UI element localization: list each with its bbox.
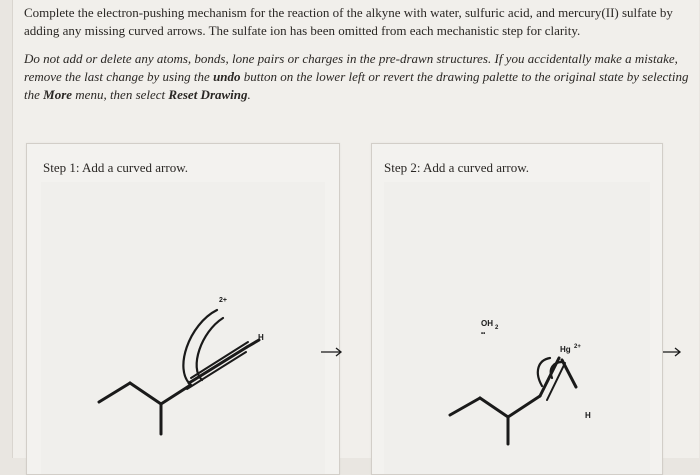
step-1-title: Step 1: Add a curved arrow. [43, 160, 189, 175]
bond[interactable] [99, 383, 130, 402]
mercury-charge-label: 2+ [574, 344, 581, 350]
double-bond[interactable] [547, 363, 565, 400]
note-text-4: . [247, 87, 251, 102]
note-text-2: button on the lower left or revert the drawing palette to the original state by selecting the [24, 69, 689, 102]
note-text-3: menu, then select [72, 87, 169, 102]
question-intro: Complete the electron-pushing mechanism for the reaction of the alkyne with water, sulfuric acid, and mercury(II) sulfate by adding any missing curved arrows. The sulfate ion has been omitted from each mechanistic step for clarity. [24, 5, 673, 38]
step-2-title: Step 2: Add a curved arrow. [384, 160, 530, 175]
bond[interactable] [508, 396, 540, 417]
step-1-drawing-canvas[interactable] [41, 182, 325, 474]
water-lone-pair: •• [481, 331, 486, 337]
water-label: OH [481, 319, 493, 328]
bond[interactable] [562, 360, 576, 387]
bond[interactable] [450, 398, 480, 415]
step-2-drawing-canvas[interactable] [384, 182, 650, 474]
note-text-1: Do not add or delete any atoms, bonds, lone pairs or charges in the pre-drawn structures. If you accidentally make a mistake, remove the last change by using the [24, 51, 678, 84]
mercury-label: Hg [560, 345, 571, 354]
hydrogen-label: H [585, 411, 591, 420]
step-1-panel [26, 143, 340, 475]
bond[interactable] [480, 398, 508, 417]
triple-bond[interactable] [187, 352, 246, 389]
step-1-molecule [41, 182, 325, 474]
hydrogen-label: H [258, 333, 264, 342]
mercury-charge-label: 2+ [219, 297, 227, 304]
note-undo: undo [213, 69, 241, 84]
bond[interactable] [161, 386, 189, 404]
water-subscript: 2 [495, 325, 499, 331]
note-more: More [43, 87, 73, 102]
note-reset-drawing: Reset Drawing [168, 87, 248, 102]
step-2-molecule [384, 182, 650, 474]
step-2-panel [371, 143, 663, 475]
question-note [24, 50, 692, 104]
bond[interactable] [130, 383, 161, 404]
